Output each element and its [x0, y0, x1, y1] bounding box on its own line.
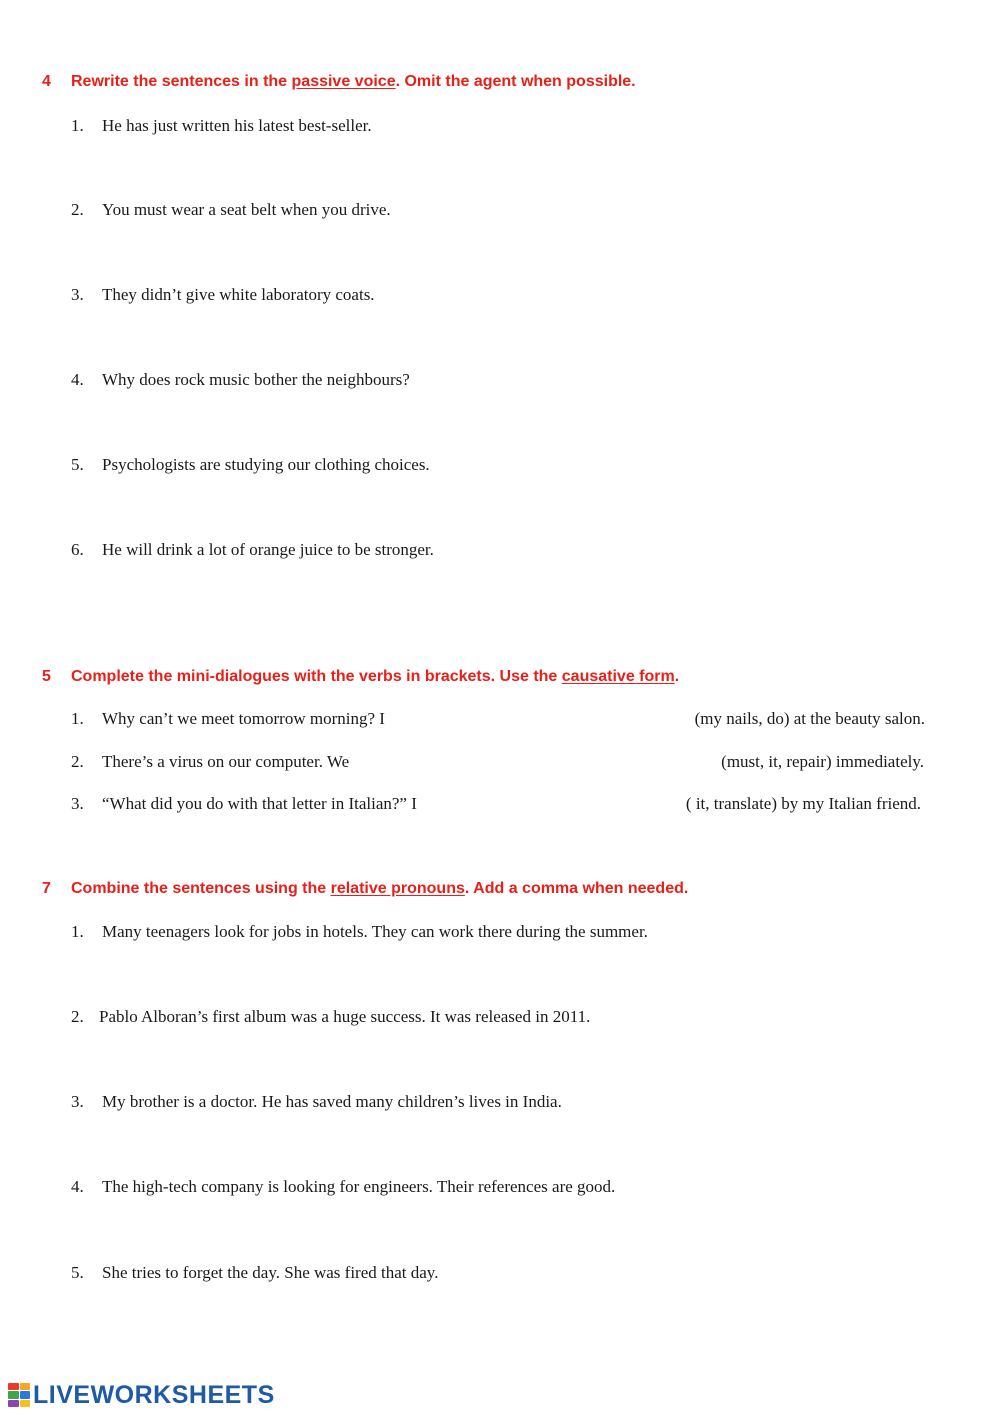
item-sentence: My brother is a doctor. He has saved many children’s lives in India.	[102, 1092, 562, 1111]
exercise-item	[71, 540, 434, 560]
exercise-item	[71, 200, 391, 220]
item-sentence: Why can’t we meet tomorrow morning? I	[102, 709, 385, 728]
item-sentence: Why does rock music bother the neighbours?	[102, 370, 410, 389]
section-4-heading	[42, 73, 636, 91]
item-sentence: She tries to forget the day. She was fired that day.	[102, 1263, 439, 1282]
item-sentence: “What did you do with that letter in Italian?” I	[102, 794, 417, 813]
exercise-item	[71, 752, 349, 772]
instruction-text: . Add a comma when needed.	[464, 880, 689, 897]
item-sentence: He will drink a lot of orange juice to be stronger.	[102, 540, 434, 559]
exercise-item	[71, 455, 430, 475]
item-number: 3.	[71, 285, 84, 304]
item-number: 1.	[71, 116, 84, 135]
logo-text: LIVEWORKSHEETS	[33, 1380, 275, 1409]
exercise-item	[71, 116, 372, 136]
item-sentence: There’s a virus on our computer. We	[102, 752, 350, 771]
liveworksheets-logo[interactable]	[8, 1380, 275, 1410]
item-number: 3.	[71, 1092, 84, 1111]
item-number: 1.	[71, 709, 84, 728]
exercise-item	[71, 1007, 590, 1027]
item-number: 2.	[71, 752, 84, 771]
item-sentence: They didn’t give white laboratory coats.	[102, 285, 375, 304]
item-sentence: He has just written his latest best-seller.	[102, 116, 372, 135]
exercise-item	[71, 1177, 615, 1197]
item-number: 1.	[71, 922, 84, 941]
item-sentence: The high-tech company is looking for engineers. Their references are good.	[102, 1177, 616, 1196]
item-number: 4.	[71, 370, 84, 389]
item-number: 4.	[71, 1177, 84, 1196]
item-number: 3.	[71, 794, 84, 813]
instruction-text: .	[674, 668, 680, 685]
item-number: 2.	[71, 1007, 84, 1026]
verb-cue: ( it, translate) by my Italian friend.	[685, 794, 921, 813]
verb-cue: (my nails, do) at the beauty salon.	[694, 709, 925, 728]
section-5-heading	[42, 668, 679, 686]
instruction-keyword: causative form	[561, 668, 675, 685]
instruction-keyword: passive voice	[291, 73, 396, 90]
item-sentence: Many teenagers look for jobs in hotels. They can work there during the summer.	[102, 922, 648, 941]
item-sentence: Pablo Alboran’s first album was a huge success. It was released in 2011.	[99, 1007, 591, 1026]
exercise-item	[71, 285, 375, 305]
item-sentence: Psychologists are studying our clothing choices.	[102, 455, 430, 474]
instruction-text: Combine the sentences using the	[71, 880, 331, 897]
section-number: 7	[42, 880, 51, 897]
section-number: 5	[42, 668, 51, 685]
item-number: 5.	[71, 1263, 84, 1282]
exercise-item	[71, 922, 648, 942]
liveworksheets-logo-icon	[8, 1383, 30, 1407]
instruction-keyword: relative pronouns	[330, 880, 465, 897]
instruction-text: Rewrite the sentences in the	[71, 73, 292, 90]
exercise-item	[71, 1092, 562, 1112]
section-number: 4	[42, 73, 51, 90]
item-number: 6.	[71, 540, 84, 559]
exercise-item	[71, 1263, 438, 1283]
item-number: 2.	[71, 200, 84, 219]
exercise-item	[71, 370, 410, 390]
exercise-item	[71, 709, 385, 729]
item-number: 5.	[71, 455, 84, 474]
instruction-text: . Omit the agent when possible.	[395, 73, 636, 90]
item-sentence: You must wear a seat belt when you drive.	[102, 200, 391, 219]
verb-cue: (must, it, repair) immediately.	[721, 752, 924, 771]
section-7-heading	[42, 880, 688, 898]
instruction-text: Complete the mini-dialogues with the verbs in brackets. Use the	[71, 668, 562, 685]
exercise-item	[71, 794, 417, 814]
